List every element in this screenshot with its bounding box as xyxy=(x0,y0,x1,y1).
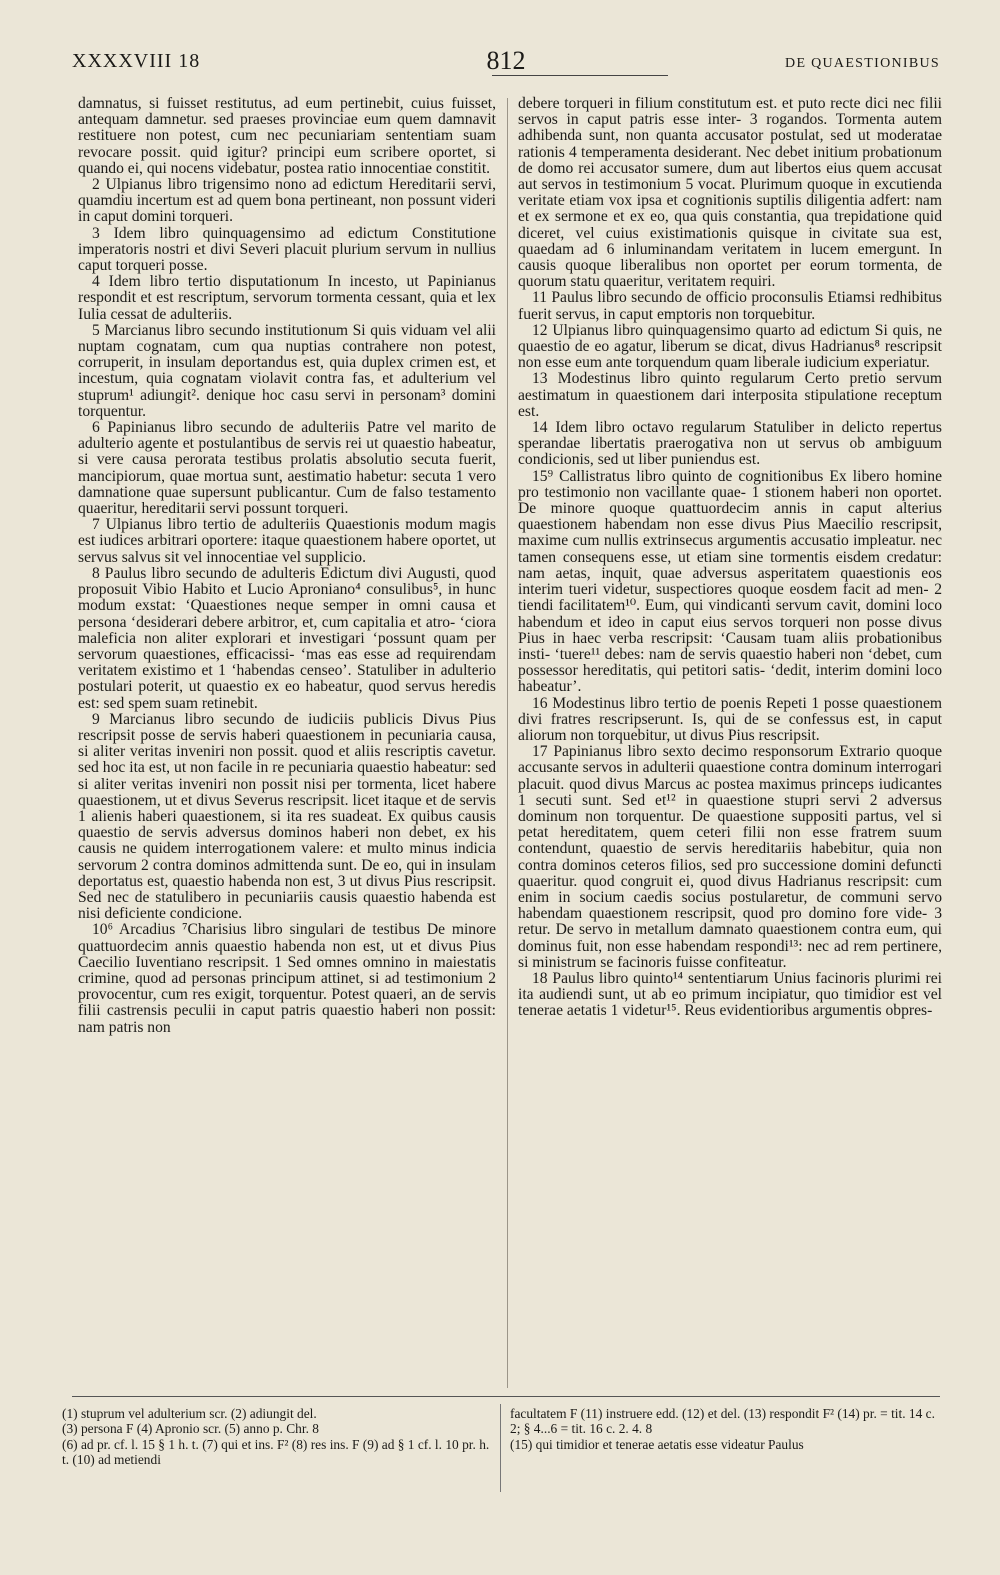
footnote-line: facultatem F (11) instruere edd. (12) et del. (13) respondit F² (14) pr. = tit. 14 c. 2; § 4...6 = tit. 16 c. 2. 4. 8 xyxy=(510,1406,935,1437)
footnote-line: (15) qui timidior et tenerae aetatis esse videatur Paulus xyxy=(510,1436,804,1452)
footnote-divider xyxy=(500,1404,501,1492)
footnote-rule xyxy=(72,1396,940,1397)
text-paragraph: 16 Modestinus libro tertio de poenis Repeti 1 posse quaestionem divi fratres rescripserunt. Is, qui de se confessus est, in caput aliorum non torquebitur, ut divus Pius rescripsit. xyxy=(518,694,942,744)
footnote-line: (3) persona F (4) Apronio scr. (5) anno p. Chr. 8 xyxy=(62,1421,319,1437)
page-number: 812 xyxy=(486,46,526,75)
text-paragraph: 14 Idem libro octavo regularum Statuliber in delicto repertus sperandae libertatis praerogativa non ut servus ob ambiguum condicionis, sed ut liber puniendus est. xyxy=(518,419,942,469)
book-title-reference: XXXXVIII 18 xyxy=(72,50,201,72)
text-paragraph: 7 Ulpianus libro tertio de adulteriis Quaestionis modum magis est iudices arbitrari oportere: itaque quaestionem habere oportet, ut servus salvus sit vel innocentiae vel supplicio. xyxy=(78,516,496,566)
text-paragraph: 18 Paulus libro quinto¹⁴ sententiarum Unius facinoris plurimi rei ita audiendi sunt, ut ab eo primum incipiatur, quo timidior est vel tenerae aetatis 1 videtur¹⁵. Reus evidentioribus argumentis obpres- xyxy=(518,969,942,1020)
text-paragraph: 2 Ulpianus libro trigensimo nono ad edictum Hereditarii servi, quamdiu incertum est ad quem bona pertineant, non possunt videri in caput domini torqueri. xyxy=(78,176,496,226)
text-paragraph: 15⁹ Callistratus libro quinto de cognitionibus Ex libero homine pro testimonio non vacillante quae- 1 stionem haberi non oportet. De minore quoque quattuordecim annis in caput alterius quaestionem habendam non esse divus Pius Maecilio rescripsit, maxime cum nullis extrinsecus argumentis accusatio impleatur. nec tamen consequens esse, ut etiam sine tormentis eisdem credatur: nam aetas, inquit, quae adversus asperitatem quaestionis eos interim tueri videtur, suspectiores quoque eosdem facit ad men- 2 tiendi facilitatem¹⁰. Eum, qui vindicanti servum cavit, domini loco habendum et ideo in caput eius servos torqueri non posse divus Pius in haec verba rescripsit: ‘Causam tuam aliis probationibus insti- ‘tuere¹¹ debes: nam de servis quaestio haberi non ‘debet, cum possessor hereditatis, qui petitori satis- ‘dedit, interim domini loco habeatur’. xyxy=(518,467,942,696)
text-paragraph: 8 Paulus libro secundo de adulteris Edictum divi Augusti, quod proposuit Vibio Habito et Lucio Aproniano⁴ consulibus⁵, in hunc modum exstat: ‘Quaestiones neque semper in omni causa et persona ‘desiderari debere arbitror, et, cum capitalia et atro- ‘ciora maleficia non aliter explorari et investigari ‘possunt quam per servorum quaestiones, efficacissi- ‘mas eas esse ad requirendam veritatem existimo et 1 ‘habendas censeo’. Statuliber in adulterio postulari poterit, ut quaestio ex eo habeatur, quod servus heredis est: sed spem suam retinebit. xyxy=(78,564,496,712)
text-paragraph: damnatus, si fuisset restitutus, ad eum pertinebit, cuius fuisset, antequam damnetur. sed praeses provinciae eum quem damnavit restituere non potest, cum nec pecuniariam sententiam suam revocare possit. quid igitur? principi eum scribere oportet, si quando ei, qui nocens videbatur, postea ratio innocentiae constitit. xyxy=(78,96,496,177)
footnote-line: (1) stuprum vel adulterium scr. (2) adiungit del. xyxy=(62,1406,317,1421)
running-header xyxy=(72,46,940,78)
footnote-line: (6) ad pr. cf. l. 15 § 1 h. t. (7) qui et ins. F² (8) res ins. F (9) ad § 1 cf. l. 10 pr. h. t. (10) ad metiendi xyxy=(62,1436,490,1468)
text-paragraph: debere torqueri in filium constitutum est. et puto recte dici nec filii servos in caput patris esse inter- 3 rogandos. Tormenta autem adhibenda sunt, non quanta accusator postulat, sed ut moderatae rationis 4 temperamenta desiderant. Nec debet initium probationum de domo rei accusator sumere, dum aut libertos eius quem accusat aut servos in testimonium 5 vocat. Plurimum quoque in excutienda veritate etiam vox ipsa et cognitionis suptilis diligentia adfert: nam et ex sermone et ex eo, qua quis constantia, qua trepidatione quid diceret, vel cuius existimationis quisque in civitate sua est, quaedam ad 6 inluminandam veritatem in lucem emergunt. In causis quoque liberalibus non oportet per eorum tormenta, de quorum statu quaeritur, veritatem requiri. xyxy=(518,96,942,291)
footnotes-right xyxy=(510,1406,940,1452)
column-divider xyxy=(507,98,508,1388)
title-heading: DE QUAESTIONIBUS xyxy=(785,56,940,71)
text-paragraph: 6 Papinianus libro secundo de adulteriis Patre vel marito de adulterio agente et postulantibus de servis rei ut quaestio habeatur, si vere causa perorata testibus prolatis absolutio secuta fuerit, mancipiorum, quae mortua sunt, aestimatio habetur: secuta 1 vero damnatione quae supersunt publicantur. Cum de falso testamento quaeritur, hereditarii servi possunt torqueri. xyxy=(78,419,496,518)
left-text-column xyxy=(78,96,496,1386)
footnotes-left xyxy=(62,1406,490,1468)
text-paragraph: 4 Idem libro tertio disputationum In incesto, ut Papinianus respondit et est rescriptum, servorum tormenta cessant, quia et lex Iulia cessat de adulteriis. xyxy=(78,273,496,323)
text-paragraph: 3 Idem libro quinquagensimo ad edictum Constitutione imperatoris nostri et divi Severi placuit plurium servum in nullius caput torqueri posse. xyxy=(78,224,496,275)
text-paragraph: 13 Modestinus libro quinto regularum Certo pretio servum aestimatum in quaestionem dari interposita stipulatione receptum est. xyxy=(518,370,942,420)
page-number-rule xyxy=(492,75,668,76)
text-paragraph: 12 Ulpianus libro quinquagensimo quarto ad edictum Si quis, ne quaestio de eo agatur, liberum se dicat, divus Hadrianus⁸ rescripsit non esse eum ante torquendum quam liberale iudicium experiatur. xyxy=(518,321,942,372)
text-paragraph: 5 Marcianus libro secundo institutionum Si quis viduam vel alii nuptam cognatam, cum qua nuptias contrahere non potest, corruperit, in insulam deportandus est, quia duplex crimen est, et incestum, quia cognatam violavit contra fas, et adulterium vel stuprum¹ adiungit². denique hoc casu servi in personam³ domini torquentur. xyxy=(78,321,496,420)
text-paragraph: 11 Paulus libro secundo de officio proconsulis Etiamsi redhibitus fuerit servus, in caput emptoris non torquebitur. xyxy=(518,289,942,323)
text-paragraph: 17 Papinianus libro sexto decimo responsorum Extrario quoque accusante servos in adulterii quaestione contra dominum interrogari placuit. quod divus Marcus ac postea maximus princeps iudicantes 1 secuti sunt. Sed et¹² in quaestione stupri servi 2 adversus dominum non torquentur. De quaestione suppositi partus, vel si petat hereditatem, quem ceteri filii non esse fratrem suum contendunt, quaestio de servis hereditariis habebitur, quia non contra dominos ceteros filios, sed pro successione domini defuncti quaeritur. quod congruit ei, quod divus Hadrianus rescripsit: cum enim in socium caedis socius postularetur, de communi servo habendam quaestionem rescripsit, quod pro domino fore vide- 3 retur. De servo in metallum damnato quaestionem contra eum, qui dominus fuit, non esse habendam respondi¹³: nec ad rem pertinere, si ministrum se facinoris fuisse confiteatur. xyxy=(518,743,942,971)
text-paragraph: 9 Marcianus libro secundo de iudiciis publicis Divus Pius rescripsit posse de servis haberi quaestionem in pecuniaria causa, si aliter veritas inveniri non possit. quod et aliis rescriptis cavetur. sed hoc ita est, ut non facile in re pecuniaria quaestio habeatur: sed si aliter veritas inveniri non possit nisi per tormenta, licet habere quaestionem, ut et divus Severus rescripsit. licet itaque et de servis 1 alienis haberi quaestionem, si ita res suadeat. Ex quibus causis quaestio de servis adversus dominos haberi non debet, ex his causis ne quidem interrogationem valere: et multo minus indicia servorum 2 contra dominos admittenda sunt. De eo, qui in insulam deportatus est, quaestio habenda non est, 3 ut divus Pius rescripsit. Sed nec de statulibero in pecuniariis causis quaestio habenda est nisi deficiente condicione. xyxy=(78,710,496,923)
right-text-column xyxy=(518,96,942,1386)
text-paragraph: 10⁶ Arcadius ⁷Charisius libro singulari de testibus De minore quattuordecim annis quaestio habenda non est, ut et divus Pius Caecilio Iuventiano rescripsit. 1 Sed omnes omnino in maiestatis crimine, quod ad personas principum attinet, si ad testimonium 2 provocentur, cum res exigit, torquentur. Potest quaeri, an de servis filii castrensis peculii in caput patris quaestio haberi non possit: nam patris non xyxy=(78,921,496,1036)
